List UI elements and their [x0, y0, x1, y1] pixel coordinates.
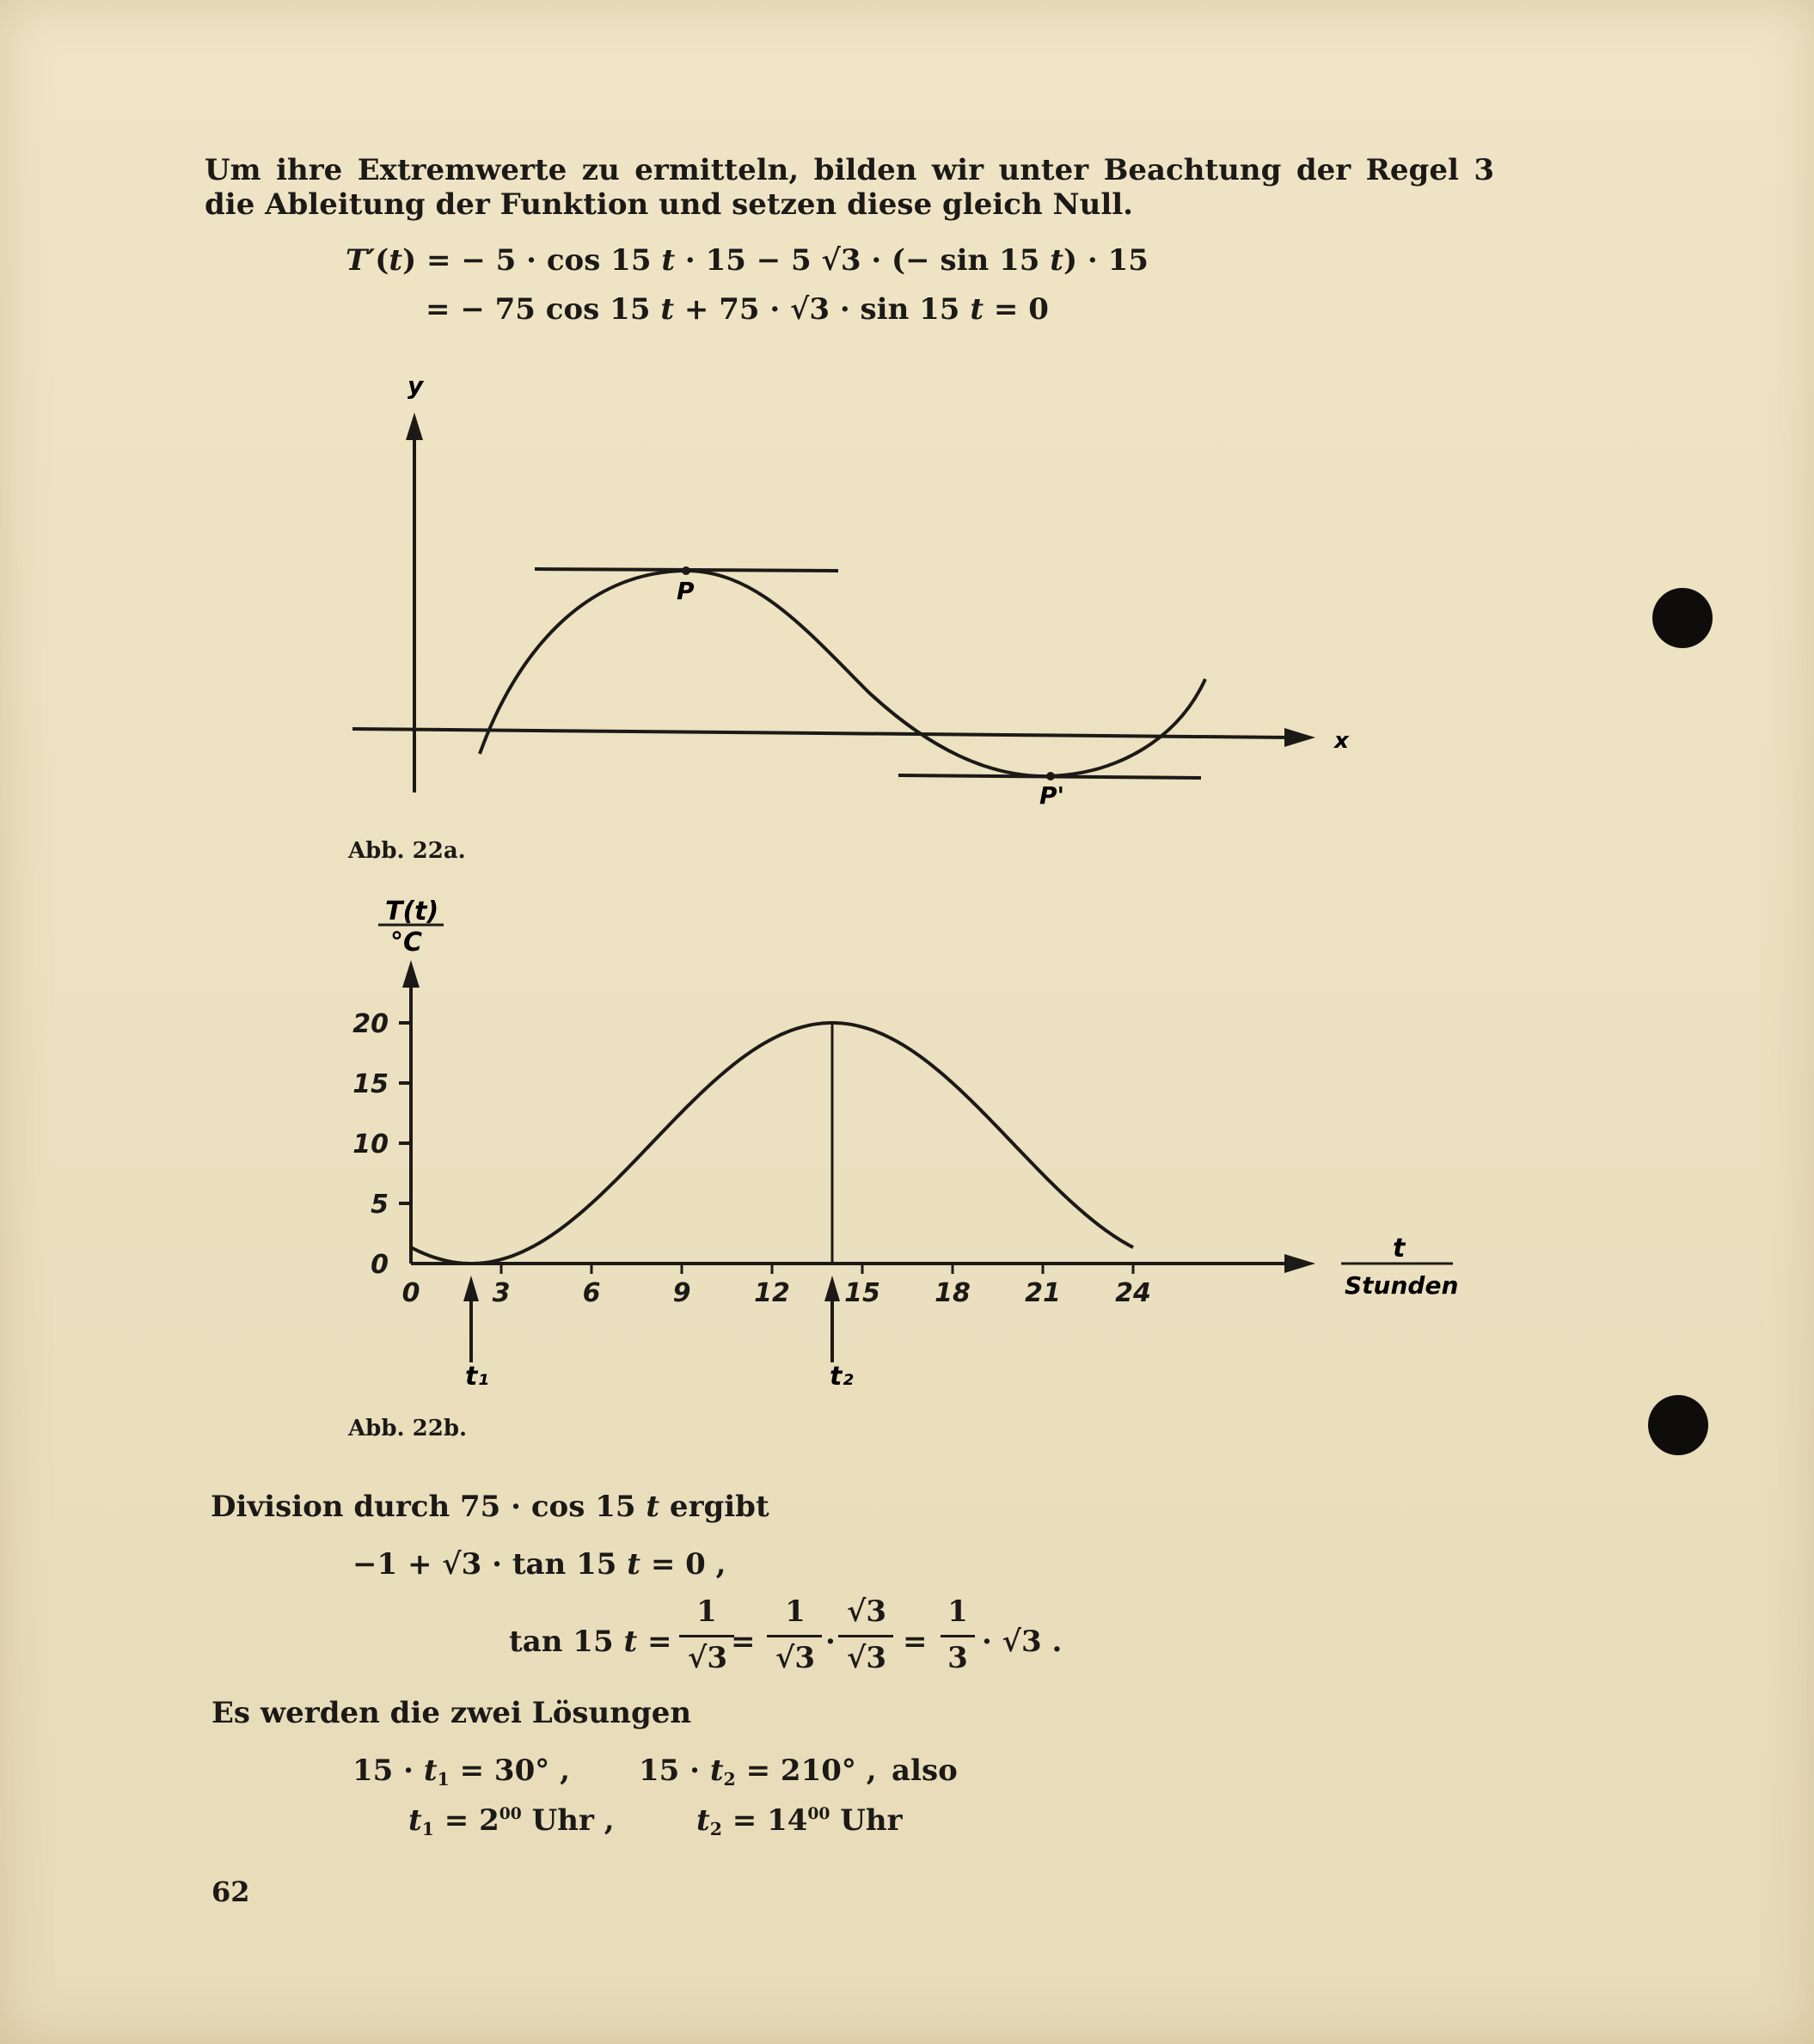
fig-a-max-label: P — [677, 577, 695, 605]
punch-hole-upper — [1652, 588, 1713, 648]
fig-b-x-label-num: t — [1393, 1233, 1406, 1264]
y-tick-label-10: 10 — [352, 1129, 389, 1160]
derivative-line-1: T′(t) = − 5 · cos 15 t · 15 − 5 √3 · (− sin 15 t) · 15 — [346, 243, 1149, 278]
x-tick-label-3: 3 — [492, 1278, 511, 1308]
y-tick-label-20: 20 — [352, 1009, 389, 1039]
solution-row1-c: also — [892, 1753, 958, 1788]
fig-a-x-label: x — [1334, 728, 1349, 754]
fig-a-y-label: y — [408, 371, 424, 400]
intro-paragraph: Um ihre Extremwerte zu ermitteln, bilden wir unter Beachtung der Regel 3 die Ableitung der Funktion und setzen diese gleich Null. — [205, 153, 1494, 222]
x-tick-label-21: 21 — [1025, 1278, 1061, 1308]
x-tick-label-18: 18 — [935, 1278, 971, 1308]
figure-22a-caption: Abb. 22a. — [348, 838, 466, 864]
x-tick-label-15: 15 — [844, 1278, 880, 1308]
fig-b-marker1-label: t₁ — [465, 1362, 489, 1392]
y-tick-label-0: 0 — [371, 1250, 389, 1280]
fig-b-x-label-den: Stunden — [1345, 1271, 1459, 1300]
fig-b-y-label-den: °C — [390, 927, 423, 958]
x-tick-label-6: 6 — [582, 1278, 601, 1308]
x-tick-label-9: 9 — [672, 1278, 691, 1308]
figure-22b-caption: Abb. 22b. — [348, 1416, 468, 1441]
division-intro: Division durch 75 · cos 15 t ergibt — [211, 1490, 769, 1524]
solution-row2-a: $t_1 = 2^{00}$ Uhr , — [408, 1803, 615, 1840]
solutions-intro: Es werden die zwei Lösungen — [211, 1696, 692, 1730]
solution-row2-b: $t_2 = 14^{00}$ Uhr — [696, 1803, 903, 1840]
x-tick-label-24: 24 — [1115, 1278, 1151, 1308]
derivative-line-2: = − 75 cos 15 t + 75 · √3 · sin 15 t = 0 — [426, 292, 1049, 327]
fig-b-marker2-label: t₂ — [830, 1362, 854, 1392]
division-eq1: −1 + √3 · tan 15 t = 0 , — [352, 1547, 726, 1582]
page-number: 62 — [211, 1876, 250, 1908]
fig-a-min-label: P' — [1039, 781, 1065, 810]
solution-row1-a: $15 \cdot t_1 = 30^\circ$ , — [352, 1753, 570, 1790]
x-tick-label-0: 0 — [401, 1278, 420, 1308]
punch-hole-lower — [1648, 1395, 1708, 1455]
x-tick-label-12: 12 — [754, 1278, 790, 1308]
y-tick-label-15: 15 — [352, 1069, 389, 1099]
solution-row1-b: $15 \cdot t_2 = 210^\circ$ , — [639, 1753, 877, 1790]
y-tick-label-5: 5 — [371, 1190, 389, 1220]
fig-b-y-label-num: T(t) — [385, 897, 439, 927]
